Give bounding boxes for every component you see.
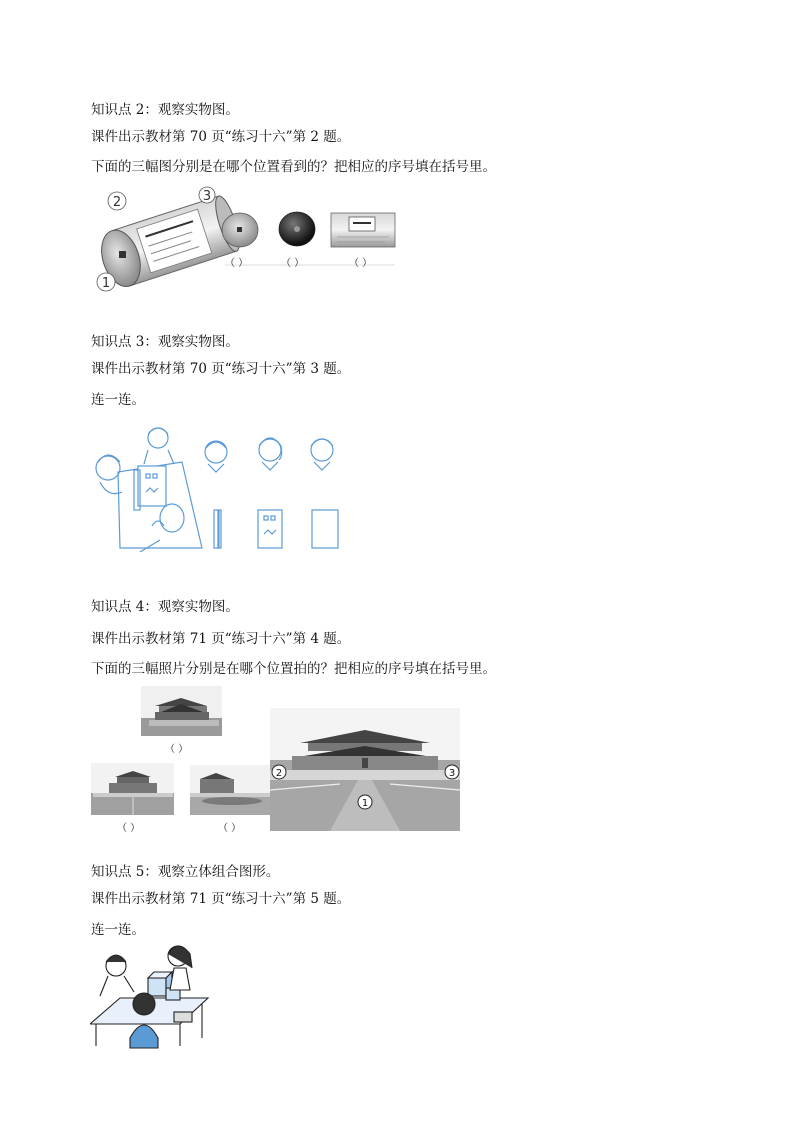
section-4-heading: 知识点 4：观察实物图。 [91, 599, 239, 615]
book-figure [90, 422, 345, 552]
photo-c [190, 765, 274, 815]
photo-marker-3: 3 [448, 768, 456, 779]
marker-3: 3 [202, 189, 212, 204]
section-3-question: 连一连。 [91, 392, 145, 408]
answer-blank-3[interactable]: （ ） [349, 258, 373, 269]
section-2-question: 下面的三幅图分别是在哪个位置看到的？把相应的序号填在括号里。 [91, 159, 496, 175]
photo-a [141, 686, 222, 736]
photo-b [91, 763, 174, 815]
photo-blank-3[interactable]: （ ） [218, 823, 242, 834]
section-2-source: 课件出示教材第 70 页“练习十六”第 2 题。 [91, 129, 351, 145]
section-5-source: 课件出示教材第 71 页“练习十六”第 5 题。 [91, 891, 351, 907]
answer-blank-1[interactable]: （ ） [225, 258, 249, 269]
section-3-source: 课件出示教材第 70 页“练习十六”第 3 题。 [91, 361, 351, 377]
section-4-question: 下面的三幅照片分别是在哪个位置拍的？把相应的序号填在括号里。 [91, 661, 496, 677]
can-figure [95, 185, 405, 297]
section-5-heading: 知识点 5：观察立体组合图形。 [91, 864, 280, 880]
section-3-heading: 知识点 3：观察实物图。 [91, 334, 239, 350]
photo-blank-2[interactable]: （ ） [117, 823, 141, 834]
answer-blank-2[interactable]: （ ） [281, 258, 305, 269]
marker-2: 2 [112, 195, 122, 210]
section-2-heading: 知识点 2：观察实物图。 [91, 102, 239, 118]
photo-blank-1[interactable]: （ ） [165, 744, 189, 755]
section-5-question: 连一连。 [91, 922, 145, 938]
section-4-source: 课件出示教材第 71 页“练习十六”第 4 题。 [91, 631, 351, 647]
photo-marker-1: 1 [361, 798, 369, 809]
photo-main [270, 708, 460, 831]
marker-1: 1 [101, 276, 111, 291]
blocks-figure [90, 942, 212, 1050]
photo-marker-2: 2 [275, 768, 283, 779]
